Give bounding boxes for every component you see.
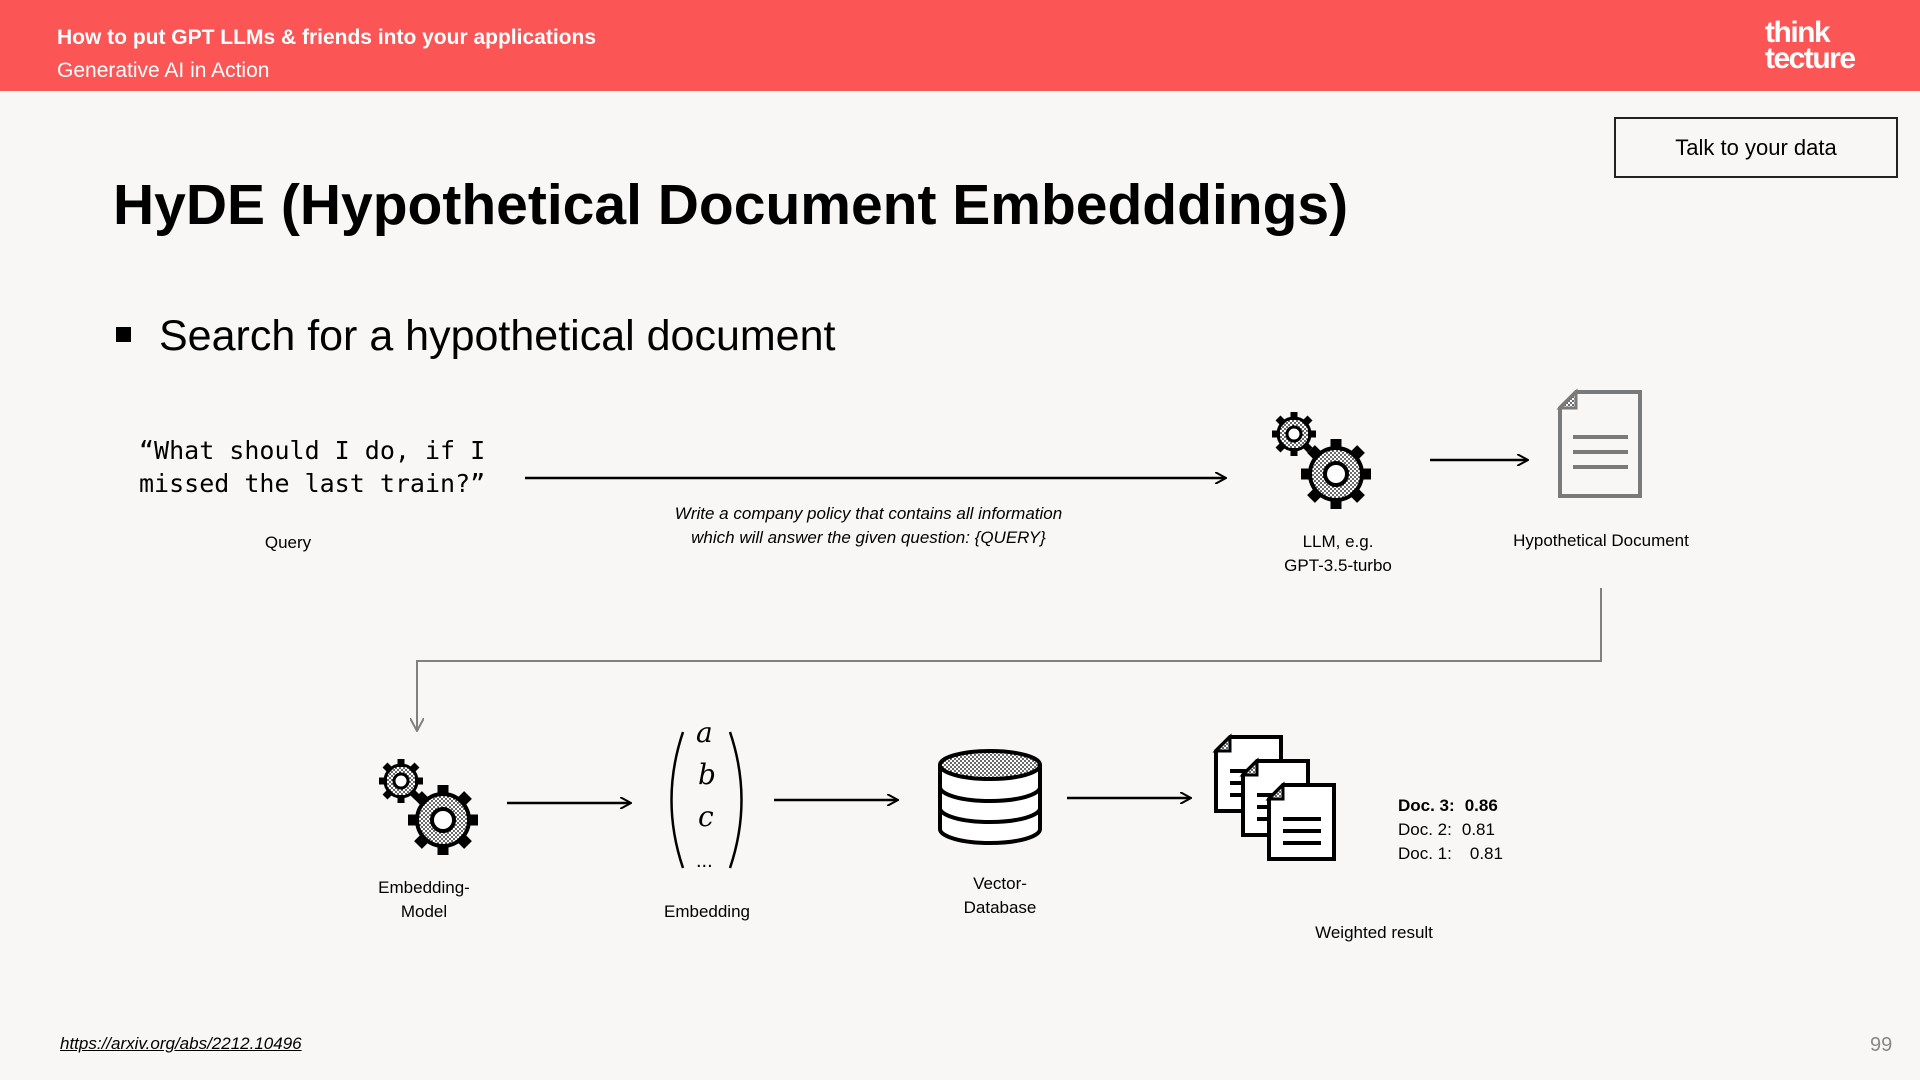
- documents-stack-icon: [1216, 737, 1334, 859]
- score-row: Doc. 3: 0.86: [1398, 796, 1498, 815]
- page-number: 99: [1870, 1034, 1893, 1056]
- document-to-embedding-connector: [417, 588, 1601, 730]
- vector-ellipsis: ...: [696, 850, 713, 872]
- thinktecture-logo: think tecture: [1765, 16, 1855, 75]
- vector-component-c: c: [698, 800, 714, 833]
- embedding-label: Embedding: [663, 902, 750, 921]
- vector-database-label: Vector- Database: [963, 874, 1037, 917]
- result-scores: [1398, 794, 1503, 866]
- presentation-subtitle: Generative AI in Action: [57, 59, 270, 82]
- slide-title: HyDE (Hypothetical Document Embedddings): [113, 173, 1349, 237]
- section-badge: Talk to your data: [1614, 117, 1898, 178]
- prompt-template: Write a company policy that contains all information which will answer the given question: {QUERY}: [674, 504, 1063, 547]
- llm-label: LLM, e.g. GPT-3.5-turbo: [1284, 532, 1392, 575]
- hypothetical-document-icon: [1560, 392, 1640, 496]
- query-label: Query: [264, 533, 312, 552]
- score-row: Doc. 2: 0.81: [1398, 820, 1495, 839]
- llm-gears-icon: [1272, 412, 1371, 509]
- embedding-model-gears-icon: [379, 759, 478, 855]
- vector-component-a: a: [696, 716, 713, 749]
- weighted-result-label: Weighted result: [1315, 923, 1433, 942]
- presentation-title: How to put GPT LLMs & friends into your applications: [57, 26, 596, 49]
- hypothetical-document-label: Hypothetical Document: [1513, 531, 1689, 550]
- arxiv-link[interactable]: https://arxiv.org/abs/2212.10496: [60, 1034, 302, 1053]
- score-row: Doc. 1: 0.81: [1398, 844, 1503, 863]
- query-text: “What should I do, if I missed the last train?”: [139, 436, 486, 498]
- database-icon: [940, 751, 1040, 843]
- embedding-model-label: Embedding- Model: [378, 878, 470, 921]
- bullet-text: Search for a hypothetical document: [159, 312, 836, 360]
- vector-component-b: b: [698, 758, 716, 791]
